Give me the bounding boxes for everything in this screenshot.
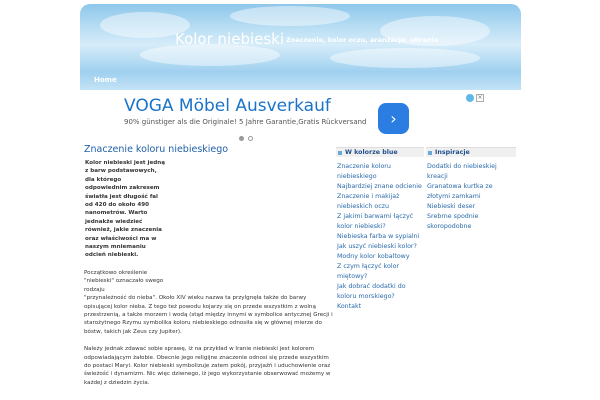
ad-text[interactable]: 90% günstiger als die Originale! 5 Jahre Garantie,Gratis Rückversand — [124, 118, 367, 126]
sidebar-link[interactable]: Jak uszyć niebieski kolor? — [337, 243, 417, 250]
article-paragraph-lead: Początkowo określenie "niebieski" oznaczało swego rodzaju — [84, 269, 164, 293]
square-bullet-icon — [428, 151, 432, 155]
article-intro: Kolor niebieski jest jedną z barw podstawowych, dla którego odpowiednim zakresem światła jest długość fal od 420 do około 490 nanometrów. Warto jednakże wiedzieć również, jakie znaczenia oraz właściwości ma w naszym mniemaniu odcień niebieski. — [85, 160, 166, 259]
site-tagline: Znaczenie, kolor oczu, aranżacje, ubrania — [286, 36, 439, 44]
sidebar-inspiracje — [426, 147, 516, 232]
site-header — [80, 4, 521, 72]
ad-close-icon[interactable]: × — [477, 94, 483, 101]
sidebar-heading — [426, 147, 516, 157]
sidebar-link[interactable]: Dodatki do niebieskiej kreacji — [427, 163, 497, 180]
article — [84, 144, 334, 387]
sidebar-link[interactable]: Granatowa kurtka ze złotymi zamkami — [427, 183, 493, 200]
sidebar-link[interactable]: Znaczenie koloru niebieskiego — [337, 163, 391, 180]
sidebar-link[interactable]: Najbardziej znane odcienie — [337, 183, 422, 190]
article-title[interactable]: Znaczenie koloru niebieskiego — [84, 144, 229, 155]
sidebar-link-kontakt[interactable]: Kontakt — [337, 303, 362, 310]
sidebar-heading-label: Inspiracje — [435, 149, 470, 156]
article-paragraph: "przynależność do nieba". Około XIV wieku nazwa ta przylgnęła także do barwy opisującej kolor nieba. Z tego też powodu kojarzy się on przede wszystkim z wolną przestrzenią, a także morzem i wodą (stąd między innymi w symbolice antycznej Grecji i starożytnego Rzymu symbolika koloru niebieskiego odnosiła się w głównej mierze do bóstw, takich jak Zeus czy Jupiter). — [84, 295, 333, 335]
ad-arrow-button[interactable] — [378, 103, 409, 134]
sidebar-link[interactable]: Srebrne spodnie skoropodobne — [427, 213, 479, 230]
square-bullet-icon — [338, 151, 342, 155]
sidebar-link[interactable]: Niebieski deser — [427, 203, 476, 210]
sidebar-link-list — [426, 162, 516, 232]
sidebar-link[interactable]: Z jakimi barwami łączyć kolor niebieski? — [337, 213, 414, 230]
chevron-right-icon: › — [390, 109, 397, 128]
sidebar-link[interactable]: Modny kolor kobaltowy — [337, 253, 410, 260]
cloud-decoration — [330, 48, 480, 68]
carousel-dot-active[interactable] — [239, 136, 244, 141]
site-title[interactable]: Kolor niebieski — [175, 30, 285, 48]
nav-bar — [80, 72, 521, 90]
sidebar-link[interactable]: Niebieska farba w sypialni — [337, 233, 420, 240]
sidebar-link[interactable]: Z czym łączyć kolor miętowy? — [337, 263, 400, 280]
ad-title[interactable]: VOGA Möbel Ausverkauf — [124, 96, 331, 116]
nav-home-link[interactable]: Home — [94, 76, 117, 84]
cloud-decoration — [230, 6, 350, 26]
sidebar-link[interactable]: Znaczenie i makijaż niebieskich oczu — [337, 193, 400, 210]
sidebar-link-list — [336, 162, 424, 312]
ad-banner[interactable] — [80, 90, 521, 144]
sidebar-link[interactable]: Jak dobrać dodatki do koloru morskiego? — [337, 283, 406, 300]
ad-info-icon[interactable] — [466, 94, 474, 102]
sidebar-heading — [336, 147, 424, 157]
sidebar-heading-label: W kolorze blue — [345, 149, 398, 156]
page-wrapper — [80, 4, 521, 400]
carousel-dot[interactable] — [248, 136, 253, 141]
article-paragraph: Należy jednak zdawać sobie sprawę, iż na przykład w Iranie niebieski jest kolorem odpowiadającym żałobie. Obecnie jego religijne znaczenie odnosi się przede wszystkim do postaci Maryi. Kolor niebieski symbolizuje zatem pokój, przyjaźń i uduchowienie oraz świeżość i dynamizm. Nic więc dziwnego, iż jego wykorzystanie obserwować możemy w każdej z dziedzin życia. — [84, 346, 331, 386]
sidebar-w-kolorze-blue — [336, 147, 424, 312]
